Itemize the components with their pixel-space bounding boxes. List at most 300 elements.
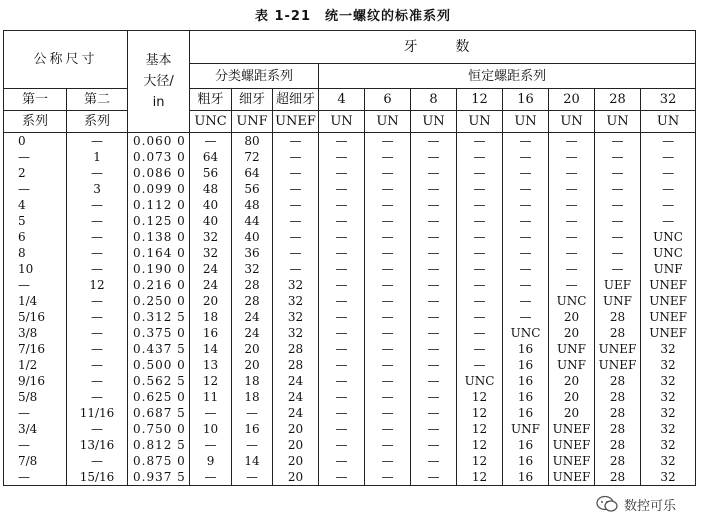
first-series-cell: — [4,405,67,421]
un-20-cell: 20 [549,309,595,325]
un-28-cell: — [595,197,641,213]
table-row [4,213,696,229]
second-series-cell: — [67,341,128,357]
unc-cell: 32 [190,245,232,261]
coarse-header: 粗牙 [190,89,232,111]
table-row [4,229,696,245]
second-series-cell: — [67,245,128,261]
un-28-cell: UEF [595,277,641,293]
unef-cell: 32 [273,309,319,325]
watermark [596,486,700,522]
unc-cell: 9 [190,453,232,469]
first-series-cell: — [4,469,67,486]
un-12-cell: 12 [457,437,503,453]
un-20-cell: 20 [549,405,595,421]
un-8-cell: — [411,229,457,245]
second-series-cell: — [67,421,128,437]
major-diameter-cell: 0.562 5 [128,373,190,389]
un-4-cell: — [319,309,365,325]
unf-cell: 48 [232,197,273,213]
un-12-cell: 12 [457,421,503,437]
un-12-cell: — [457,213,503,229]
unf-cell: 56 [232,181,273,197]
un-12-cell: — [457,197,503,213]
unf-cell: 14 [232,453,273,469]
un-28-cell: — [595,181,641,197]
unef-cell: — [273,165,319,181]
un-16-cell: — [503,261,549,277]
table-row [4,469,696,486]
second-series-cell: — [67,197,128,213]
unf-cell: 28 [232,293,273,309]
second-series-cell: — [67,357,128,373]
second-series-cell: — [67,133,128,150]
un-12-cell: — [457,357,503,373]
first-series-cell: — [4,149,67,165]
pitch-16-header: 16 [503,89,549,111]
un-28-cell: — [595,165,641,181]
un-12-cell: — [457,261,503,277]
un-32-cell: UNEF [641,293,696,309]
major-diameter-cell: 0.164 0 [128,245,190,261]
unef-cell: — [273,133,319,150]
table-row [4,197,696,213]
un-12-cell: — [457,325,503,341]
un-4-cell: — [319,373,365,389]
un-12-cell: — [457,341,503,357]
un-4-cell: — [319,357,365,373]
un-28-cell: 28 [595,309,641,325]
major-diameter-cell: 0.099 0 [128,181,190,197]
major-diameter-cell: 0.500 0 [128,357,190,373]
second-series-cell: — [67,389,128,405]
un-12-cell: — [457,165,503,181]
un-6-cell: — [365,133,411,150]
unc-cell: — [190,405,232,421]
un-20-cell: UNEF [549,453,595,469]
unf-cell: 32 [232,261,273,277]
un-16-cell: — [503,181,549,197]
second-series-cell: — [67,309,128,325]
unf-cell: 24 [232,309,273,325]
un-16-cell: 16 [503,437,549,453]
second-series-cell: — [67,453,128,469]
unf-cell: — [232,405,273,421]
un-16-cell: — [503,229,549,245]
un-16-cell: — [503,133,549,150]
unf-label: UNF [232,111,273,133]
unef-cell: — [273,229,319,245]
major-diameter-cell: 0.625 0 [128,389,190,405]
major-diameter-cell: 0.812 5 [128,437,190,453]
un-label-20: UN [549,111,595,133]
un-label-12: UN [457,111,503,133]
un-8-cell: — [411,309,457,325]
table-row [4,437,696,453]
first-series-cell: 1/4 [4,293,67,309]
major-diameter-cell: 0.060 0 [128,133,190,150]
un-20-cell: UNEF [549,421,595,437]
table-row [4,405,696,421]
second-series-cell: 13/16 [67,437,128,453]
un-12-cell: — [457,181,503,197]
first-series-cell: 2 [4,165,67,181]
first-series-cell: 5/16 [4,309,67,325]
unc-cell: 48 [190,181,232,197]
un-4-cell: — [319,437,365,453]
second-series-cell: — [67,213,128,229]
un-6-cell: — [365,357,411,373]
unf-cell: 24 [232,325,273,341]
second-series-cell: — [67,373,128,389]
un-16-cell: — [503,245,549,261]
unc-cell: 16 [190,325,232,341]
un-8-cell: — [411,133,457,150]
un-16-cell: — [503,197,549,213]
un-4-cell: — [319,421,365,437]
un-8-cell: — [411,437,457,453]
chat-bubble-icon [596,495,618,513]
first-series-cell: 7/16 [4,341,67,357]
un-20-cell: UNEF [549,437,595,453]
un-16-cell: 16 [503,357,549,373]
major-diameter-cell: 0.312 5 [128,309,190,325]
un-4-cell: — [319,197,365,213]
first-series-cell: 3/8 [4,325,67,341]
un-8-cell: — [411,181,457,197]
un-20-cell: 20 [549,389,595,405]
un-20-cell: UNF [549,357,595,373]
table-row [4,181,696,197]
un-4-cell: — [319,165,365,181]
unified-thread-table [3,30,696,486]
un-32-cell: UNC [641,229,696,245]
un-16-cell: UNF [503,421,549,437]
un-32-cell: 32 [641,469,696,486]
table-row [4,261,696,277]
major-diameter-cell: 0.937 5 [128,469,190,486]
un-28-cell: — [595,133,641,150]
unef-cell: 24 [273,373,319,389]
unc-cell: 11 [190,389,232,405]
table-row [4,165,696,181]
fine-header: 细牙 [232,89,273,111]
un-6-cell: — [365,421,411,437]
un-28-cell: — [595,245,641,261]
un-16-cell: — [503,309,549,325]
un-4-cell: — [319,133,365,150]
first-series-label: 系列 [4,111,67,133]
pitch-28-header: 28 [595,89,641,111]
first-series-cell: 5/8 [4,389,67,405]
major-diameter-cell: 0.138 0 [128,229,190,245]
un-32-cell: UNC [641,245,696,261]
pitch-12-header: 12 [457,89,503,111]
major-diameter-cell: 0.125 0 [128,213,190,229]
un-12-cell: — [457,293,503,309]
major-diameter-cell: 0.216 0 [128,277,190,293]
un-32-cell: 32 [641,341,696,357]
table-row [4,325,696,341]
un-28-cell: 28 [595,437,641,453]
un-12-cell: — [457,229,503,245]
un-20-cell: UNF [549,341,595,357]
table-row [4,149,696,165]
un-4-cell: — [319,261,365,277]
un-28-cell: — [595,229,641,245]
un-6-cell: — [365,213,411,229]
un-28-cell: — [595,213,641,229]
threads-per-inch-header: 牙 数 [190,31,696,64]
un-6-cell: — [365,373,411,389]
un-32-cell: UNEF [641,277,696,293]
un-4-cell: — [319,453,365,469]
first-series-cell: 9/16 [4,373,67,389]
first-series-cell: — [4,277,67,293]
second-series-cell: — [67,293,128,309]
pitch-32-header: 32 [641,89,696,111]
unc-cell: 14 [190,341,232,357]
unc-cell: — [190,437,232,453]
major-diameter-cell: 0.437 5 [128,341,190,357]
un-6-cell: — [365,389,411,405]
un-6-cell: — [365,293,411,309]
un-20-cell: — [549,245,595,261]
un-16-cell: — [503,213,549,229]
unef-cell: — [273,181,319,197]
second-series-header: 第二 [67,89,128,111]
un-32-cell: 32 [641,373,696,389]
un-6-cell: — [365,149,411,165]
table-body [4,133,696,486]
un-32-cell: — [641,165,696,181]
un-12-cell: — [457,133,503,150]
un-20-cell: — [549,213,595,229]
first-series-cell: 8 [4,245,67,261]
unef-label: UNEF [273,111,319,133]
un-28-cell: UNEF [595,357,641,373]
major-diameter-cell: 0.750 0 [128,421,190,437]
un-8-cell: — [411,357,457,373]
un-12-cell: — [457,245,503,261]
unef-cell: 32 [273,325,319,341]
un-6-cell: — [365,245,411,261]
table-row [4,453,696,469]
un-4-cell: — [319,389,365,405]
un-32-cell: 32 [641,357,696,373]
second-series-cell: — [67,325,128,341]
un-12-cell: 12 [457,453,503,469]
second-series-cell: 1 [67,149,128,165]
un-8-cell: — [411,453,457,469]
unef-cell: 20 [273,421,319,437]
un-8-cell: — [411,405,457,421]
un-6-cell: — [365,229,411,245]
un-32-cell: — [641,149,696,165]
un-20-cell: — [549,149,595,165]
un-4-cell: — [319,341,365,357]
un-8-cell: — [411,277,457,293]
major-diameter-cell: 0.112 0 [128,197,190,213]
un-12-cell: 12 [457,469,503,486]
unef-cell: — [273,149,319,165]
first-series-header: 第一 [4,89,67,111]
constant-pitch-header: 恒定螺距系列 [319,64,696,89]
table-row [4,293,696,309]
un-32-cell: 32 [641,389,696,405]
second-series-cell: — [67,229,128,245]
unc-cell: 13 [190,357,232,373]
un-8-cell: — [411,197,457,213]
un-20-cell: 20 [549,325,595,341]
un-28-cell: 28 [595,469,641,486]
un-20-cell: — [549,261,595,277]
un-32-cell: UNEF [641,325,696,341]
un-8-cell: — [411,149,457,165]
unef-cell: 20 [273,469,319,486]
unef-cell: 28 [273,341,319,357]
unef-cell: — [273,245,319,261]
first-series-cell: 0 [4,133,67,150]
unf-cell: 36 [232,245,273,261]
pitch-4-header: 4 [319,89,365,111]
un-20-cell: UNEF [549,469,595,486]
table-row [4,277,696,293]
un-6-cell: — [365,341,411,357]
un-20-cell: — [549,181,595,197]
unc-cell: 40 [190,197,232,213]
un-28-cell: 28 [595,373,641,389]
un-32-cell: — [641,197,696,213]
un-20-cell: — [549,277,595,293]
un-8-cell: — [411,373,457,389]
un-8-cell: — [411,261,457,277]
unef-cell: — [273,197,319,213]
un-6-cell: — [365,469,411,486]
un-32-cell: — [641,213,696,229]
un-28-cell: 28 [595,325,641,341]
un-16-cell: 16 [503,405,549,421]
nominal-size-header: 公称尺寸 [4,31,128,89]
un-32-cell: — [641,133,696,150]
unef-cell: — [273,213,319,229]
unc-cell: 32 [190,229,232,245]
unc-label: UNC [190,111,232,133]
un-label-16: UN [503,111,549,133]
first-series-cell: 3/4 [4,421,67,437]
un-4-cell: — [319,229,365,245]
un-4-cell: — [319,149,365,165]
major-diameter-cell: 0.375 0 [128,325,190,341]
table-row [4,309,696,325]
un-4-cell: — [319,405,365,421]
unef-cell: 24 [273,405,319,421]
second-series-cell: 3 [67,181,128,197]
unf-cell: 64 [232,165,273,181]
unc-cell: — [190,133,232,150]
table-row [4,357,696,373]
un-28-cell: UNF [595,293,641,309]
un-32-cell: UNEF [641,309,696,325]
first-series-cell: 7/8 [4,453,67,469]
table-row [4,133,696,150]
un-8-cell: — [411,213,457,229]
major-diameter-cell: 0.073 0 [128,149,190,165]
first-series-cell: 4 [4,197,67,213]
table-row [4,245,696,261]
unf-cell: 20 [232,357,273,373]
unf-cell: 16 [232,421,273,437]
unf-cell: 20 [232,341,273,357]
un-20-cell: — [549,197,595,213]
unf-cell: — [232,437,273,453]
un-4-cell: — [319,277,365,293]
un-32-cell: 32 [641,453,696,469]
unef-cell: 24 [273,389,319,405]
un-6-cell: — [365,309,411,325]
un-4-cell: — [319,213,365,229]
unf-cell: 28 [232,277,273,293]
un-32-cell: UNF [641,261,696,277]
un-6-cell: — [365,261,411,277]
un-16-cell: 16 [503,373,549,389]
un-16-cell: 16 [503,453,549,469]
un-6-cell: — [365,277,411,293]
un-8-cell: — [411,421,457,437]
un-6-cell: — [365,197,411,213]
major-diameter-header: 基本 大径/ in [128,31,190,133]
un-label-8: UN [411,111,457,133]
unef-cell: 20 [273,453,319,469]
un-32-cell: 32 [641,437,696,453]
un-4-cell: — [319,469,365,486]
un-6-cell: — [365,325,411,341]
un-16-cell: 16 [503,469,549,486]
unf-cell: 44 [232,213,273,229]
second-series-label: 系列 [67,111,128,133]
un-28-cell: UNEF [595,341,641,357]
unef-cell: 20 [273,437,319,453]
un-4-cell: — [319,245,365,261]
table-row [4,341,696,357]
unc-cell: 12 [190,373,232,389]
unc-cell: 24 [190,277,232,293]
un-20-cell: UNC [549,293,595,309]
graded-pitch-header: 分类螺距系列 [190,64,319,89]
table-row [4,373,696,389]
un-8-cell: — [411,165,457,181]
un-28-cell: 28 [595,421,641,437]
unef-cell: 32 [273,277,319,293]
un-28-cell: — [595,149,641,165]
un-8-cell: — [411,469,457,486]
pitch-6-header: 6 [365,89,411,111]
un-6-cell: — [365,405,411,421]
un-label-4: UN [319,111,365,133]
un-28-cell: — [595,261,641,277]
table-title: 表 1-21 统一螺纹的标准系列 [254,9,452,24]
unc-cell: — [190,469,232,486]
un-16-cell: — [503,165,549,181]
un-8-cell: — [411,245,457,261]
un-32-cell: 32 [641,421,696,437]
un-8-cell: — [411,293,457,309]
major-diameter-cell: 0.687 5 [128,405,190,421]
un-20-cell: — [549,165,595,181]
unef-cell: 28 [273,357,319,373]
un-4-cell: — [319,293,365,309]
un-16-cell: — [503,293,549,309]
